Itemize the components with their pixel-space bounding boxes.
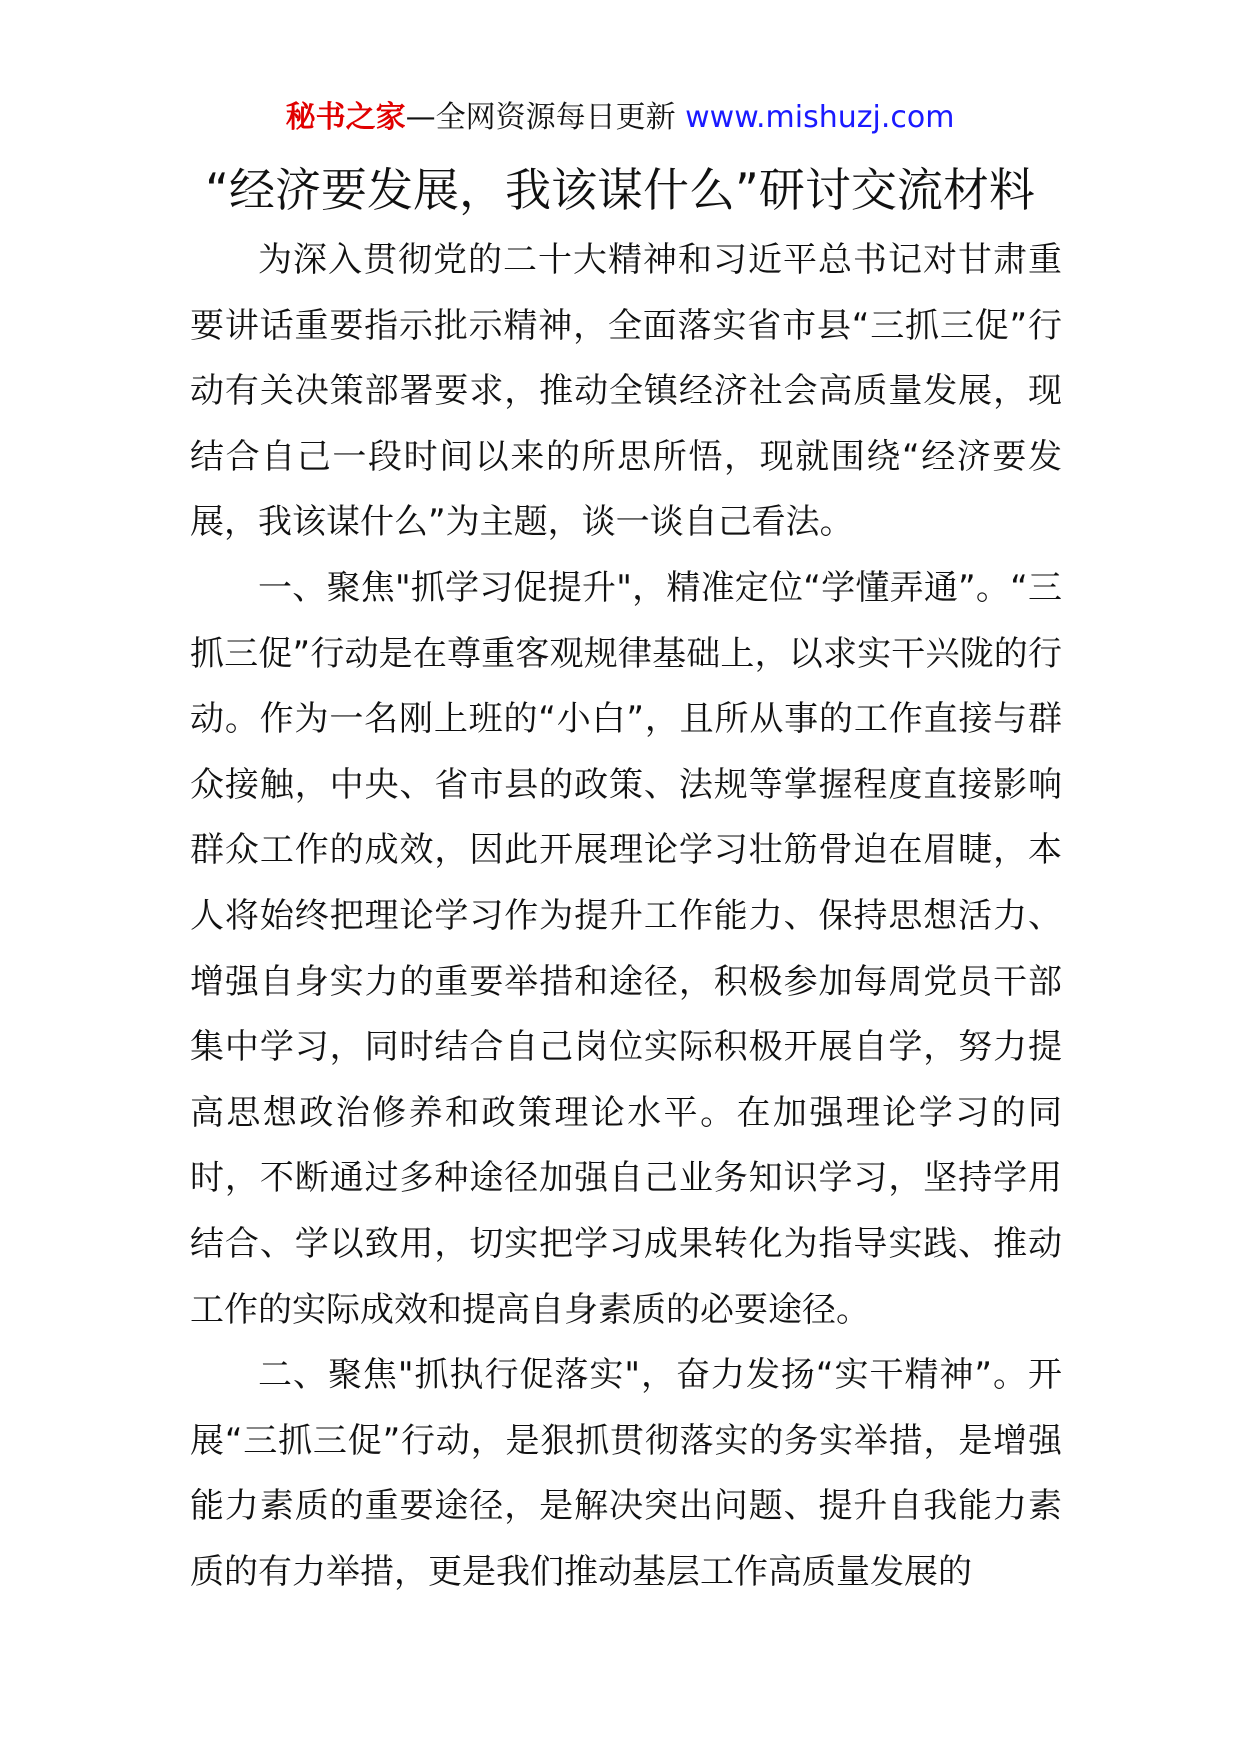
document-title: “经济要发展，我该谋什么”研讨交流材料 — [205, 163, 1035, 217]
site-header — [0, 98, 1240, 138]
site-tagline: —全网资源每日更新 — [405, 100, 676, 135]
site-brand: 秘书之家 — [285, 100, 406, 135]
paragraph-section-1: 一、聚焦"抓学习促提升"，精准定位“学懂弄通”。“三抓三促”行动是在尊重客观规律基础上，以求实干兴陇的行动。作为一名刚上班的“小白”，且所从事的工作直接与群众接触，中央、省市县的政策、法规等掌握程度直接影响群众工作的成效，因此开展理论学习壮筋骨迫在眉睫，本人将始终把理论学习作为提升工作能力、保持思想活力、增强自身实力的重要举措和途径，积极参加每周党员干部集中学习，同时结合自己岗位实际积极开展自学，努力提高思想政治修养和政策理论水平。在加强理论学习的同时，不断通过多种途径加强自己业务知识学习，坚持学用结合、学以致用，切实把学习成果转化为指导实践、推动工作的实际成效和提高自身素质的必要途径。 — [190, 567, 1062, 1330]
paragraph-section-2: 二、聚焦"抓执行促落实"，奋力发扬“实干精神”。开展“三抓三促”行动，是狠抓贯彻落实的务实举措，是增强能力素质的重要途径，是解决突出问题、提升自我能力素质的有力举措，更是我们推动基层工作高质量发展的 — [190, 1355, 1062, 1592]
document-body — [190, 228, 1062, 1605]
site-url-link[interactable]: www.mishuzj.com — [685, 100, 955, 135]
paragraph-intro: 为深入贯彻党的二十大精神和习近平总书记对甘肃重要讲话重要指示批示精神，全面落实省市县“三抓三促”行动有关决策部署要求，推动全镇经济社会高质量发展，现结合自己一段时间以来的所思所悟，现就围绕“经济要发展，我该谋什么”为主题，谈一谈自己看法。 — [190, 240, 1062, 543]
